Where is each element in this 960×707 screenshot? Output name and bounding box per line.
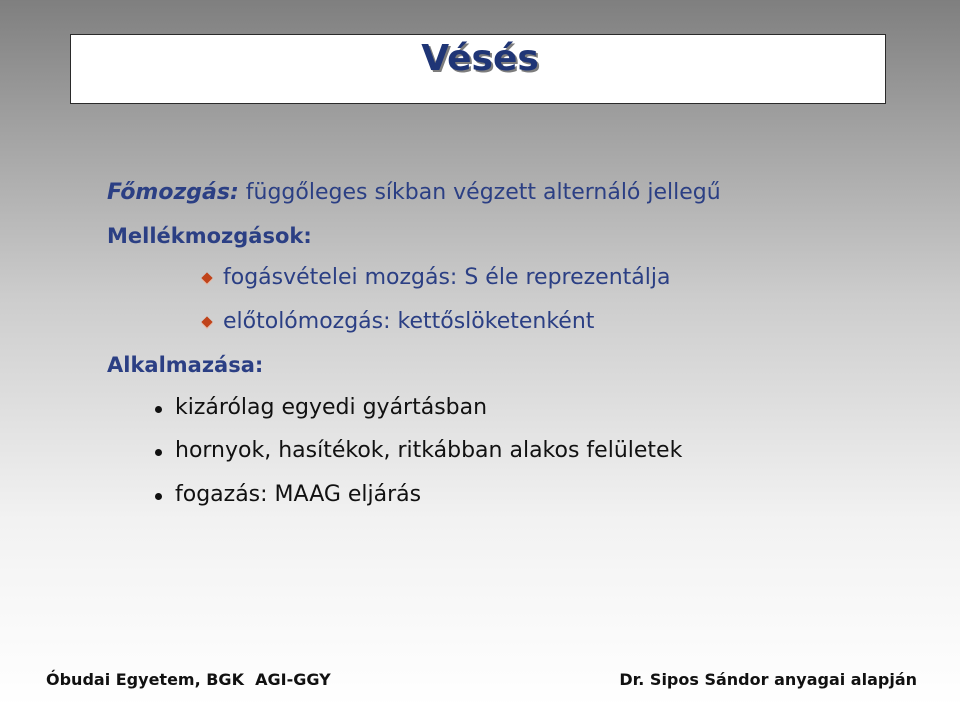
secondary-motion-item-text: fogásvételei mozgás: S éle reprezentálja	[223, 265, 671, 290]
bullet-dot-icon	[155, 406, 162, 413]
main-motion-label: Főmozgás:	[107, 180, 239, 205]
slide-title: Vésés	[421, 38, 539, 79]
application-item	[175, 484, 421, 506]
secondary-motion-item	[223, 311, 594, 333]
application-item-text: hornyok, hasítékok, ritkábban alakos felületek	[175, 438, 683, 463]
diamond-bullet-icon	[201, 272, 212, 283]
application-item-text: kizárólag egyedi gyártásban	[175, 395, 488, 420]
footer-right: Dr. Sipos Sándor anyagai alapján	[619, 670, 917, 689]
main-motion-text: függőleges síkban végzett alternáló jellegű	[238, 180, 721, 205]
secondary-motions-label: Mellékmozgások:	[107, 224, 312, 248]
secondary-motion-item-text: előtolómozgás: kettőslöketenként	[223, 309, 595, 334]
diamond-bullet-icon	[201, 316, 212, 327]
application-item	[175, 440, 682, 462]
bullet-dot-icon	[155, 493, 162, 500]
footer-left: Óbudai Egyetem, BGK AGI-GGY	[46, 670, 331, 689]
application-item	[175, 397, 487, 419]
bullet-dot-icon	[155, 449, 162, 456]
secondary-motion-item	[223, 267, 670, 289]
application-item-text: fogazás: MAAG eljárás	[175, 482, 422, 507]
main-motion-line	[107, 182, 721, 204]
application-label: Alkalmazása:	[107, 353, 264, 377]
